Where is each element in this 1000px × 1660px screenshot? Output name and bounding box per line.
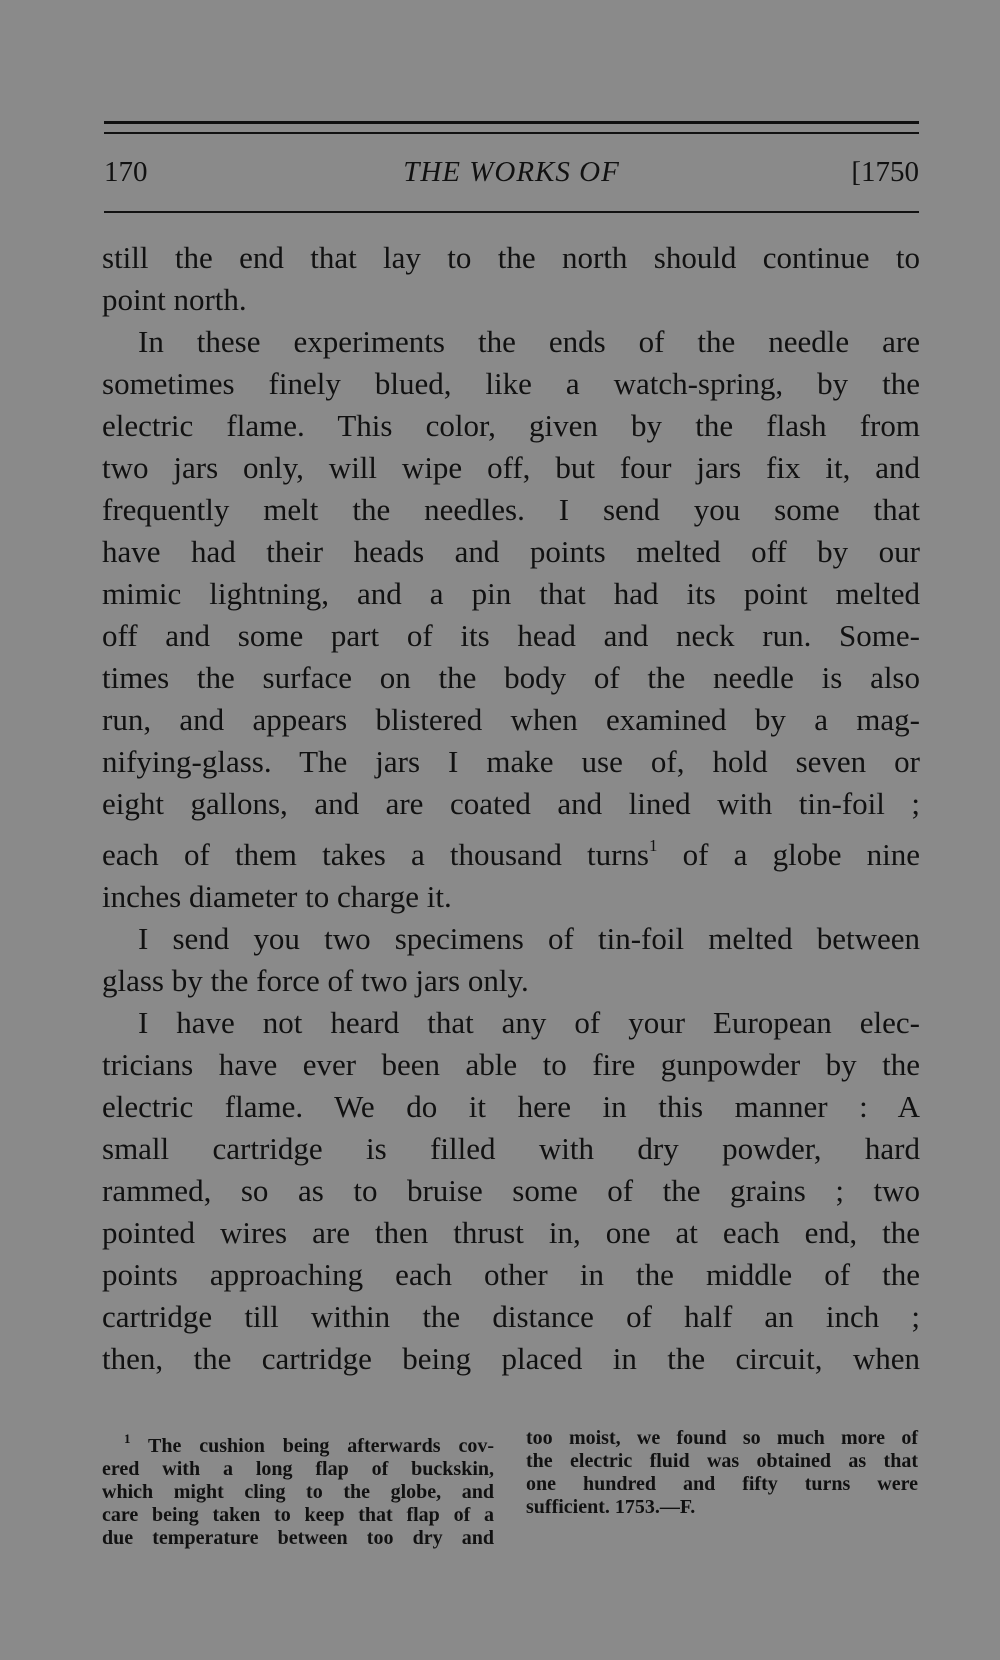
footnote-line: due temperature between too dry and — [102, 1527, 494, 1549]
footnote-line: ered with a long flap of buckskin, — [102, 1458, 494, 1480]
text-segment: of a globe nine — [657, 837, 921, 872]
header-rule — [104, 211, 919, 213]
text-line: small cartridge is filled with dry powder, hard — [102, 1131, 920, 1166]
footnote-column-right — [526, 1427, 918, 1519]
page-number: 170 — [104, 156, 148, 188]
text-line: off and some part of its head and neck run. Some- — [102, 618, 920, 653]
text-line: tricians have ever been able to fire gunpowder by the — [102, 1047, 920, 1082]
top-rule-thin — [104, 132, 919, 134]
text-line: eight gallons, and are coated and lined with tin-foil ; — [102, 786, 920, 821]
body-text — [102, 237, 920, 1380]
paragraph-2 — [102, 321, 920, 918]
paragraph-4 — [102, 1002, 920, 1380]
running-title: THE WORKS OF — [403, 156, 620, 188]
text-line: frequently melt the needles. I send you some that — [102, 492, 920, 527]
footnote-line: the electric fluid was obtained as that — [526, 1450, 918, 1472]
text-line: point north. — [102, 282, 247, 317]
footnote-line: one hundred and fifty turns were — [526, 1473, 918, 1495]
footnote-column-left — [102, 1427, 494, 1550]
text-line-with-footnote — [102, 825, 920, 876]
text-segment: each of them takes a thousand turns — [102, 837, 649, 872]
text-line: I send you two specimens of tin-foil melted between — [138, 921, 920, 956]
paragraph-3 — [102, 918, 920, 1002]
footnote-line: care being taken to keep that flap of a — [102, 1504, 494, 1526]
text-line: have had their heads and points melted off by our — [102, 534, 920, 569]
text-line: electric flame. We do it here in this manner : A — [102, 1089, 920, 1124]
text-line: points approaching each other in the middle of the — [102, 1257, 920, 1292]
running-header — [104, 156, 919, 196]
footnote-reference[interactable]: 1 — [649, 836, 658, 855]
text-line: two jars only, will wipe off, but four jars fix it, and — [102, 450, 920, 485]
paragraph-1 — [102, 237, 920, 321]
text-line: pointed wires are then thrust in, one at each end, the — [102, 1215, 920, 1250]
text-line: glass by the force of two jars only. — [102, 963, 529, 998]
text-line: sometimes finely blued, like a watch-spring, by the — [102, 366, 920, 401]
footnote-line: which might cling to the globe, and — [102, 1481, 494, 1503]
footnote-line — [102, 1427, 494, 1458]
text-line: mimic lightning, and a pin that had its point melted — [102, 576, 920, 611]
text-line: nifying-glass. The jars I make use of, hold seven or — [102, 744, 920, 779]
text-line: times the surface on the body of the needle is also — [102, 660, 920, 695]
text-line: inches diameter to charge it. — [102, 879, 452, 914]
text-line: electric flame. This color, given by the flash from — [102, 408, 920, 443]
footnote-marker: 1 — [124, 1431, 131, 1446]
header-year: [1750 — [851, 156, 919, 188]
footnote-text: The cushion being afterwards cov- — [148, 1435, 494, 1457]
text-line: In these experiments the ends of the needle are — [138, 324, 920, 359]
footnote-line: sufficient. 1753.—F. — [526, 1496, 696, 1518]
text-line: rammed, so as to bruise some of the grains ; two — [102, 1173, 920, 1208]
top-rule-thick — [104, 121, 919, 124]
text-line: still the end that lay to the north should continue to — [102, 240, 920, 275]
text-line: cartridge till within the distance of half an inch ; — [102, 1299, 920, 1334]
footnote-line: too moist, we found so much more of — [526, 1427, 918, 1449]
text-line: I have not heard that any of your European elec- — [138, 1005, 920, 1040]
text-line: run, and appears blistered when examined by a mag- — [102, 702, 920, 737]
text-line: then, the cartridge being placed in the circuit, when — [102, 1341, 920, 1376]
